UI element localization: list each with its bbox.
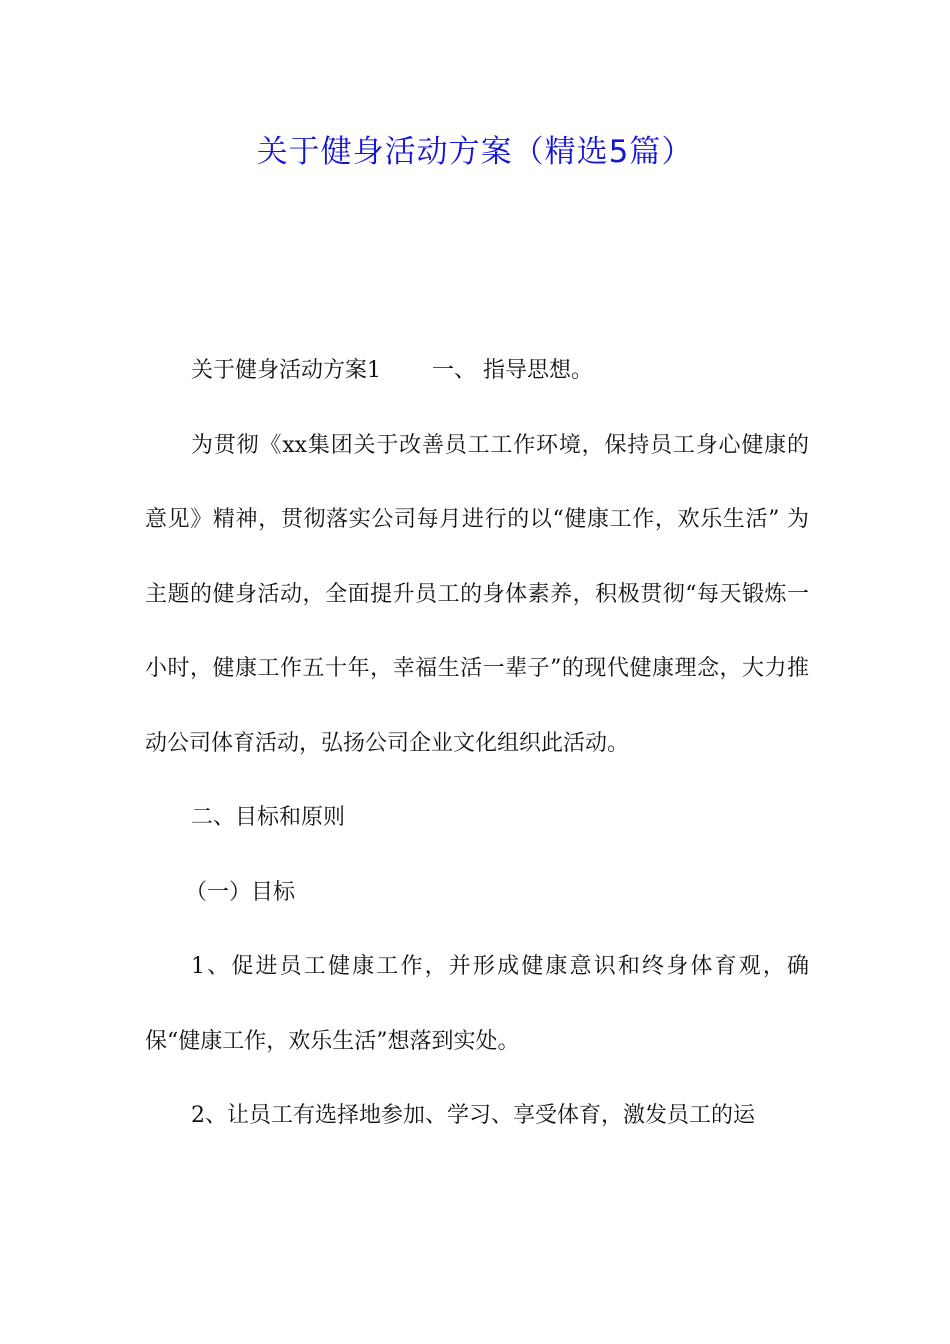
document-body bbox=[145, 334, 809, 1154]
paragraph-guiding-idea: 为贯彻《xx集团关于改善员工工作环境，保持员工身心健康的意见》精神，贯彻落实公司每月进行的以“健康工作，欢乐生活” 为主题的健身活动，全面提升员工的身体素养，积极贯彻“每天锻炼一小时，健康工作五十年，幸福生活一辈子”的现代健康理念，大力推动公司体育活动，弘扬公司企业文化组织此活动。 bbox=[145, 432, 809, 756]
paragraph-section-heading-1: 关于健身活动方案1 一、 指导思想。 bbox=[191, 358, 593, 383]
paragraph-goal-1: 1、促进员工健康工作，并形成健康意识和终身体育观，确保“健康工作，欢乐生活”想落到实处。 bbox=[145, 954, 809, 1054]
paragraph-section-heading-2: 二、目标和原则 bbox=[191, 805, 346, 830]
document-title: 关于健身活动方案（精选5篇） bbox=[256, 134, 694, 170]
paragraph-goal-2: 2、让员工有选择地参加、学习、享受体育，激发员工的运 bbox=[191, 1103, 755, 1128]
paragraph-subheading-goal: （一）目标 bbox=[185, 879, 296, 905]
